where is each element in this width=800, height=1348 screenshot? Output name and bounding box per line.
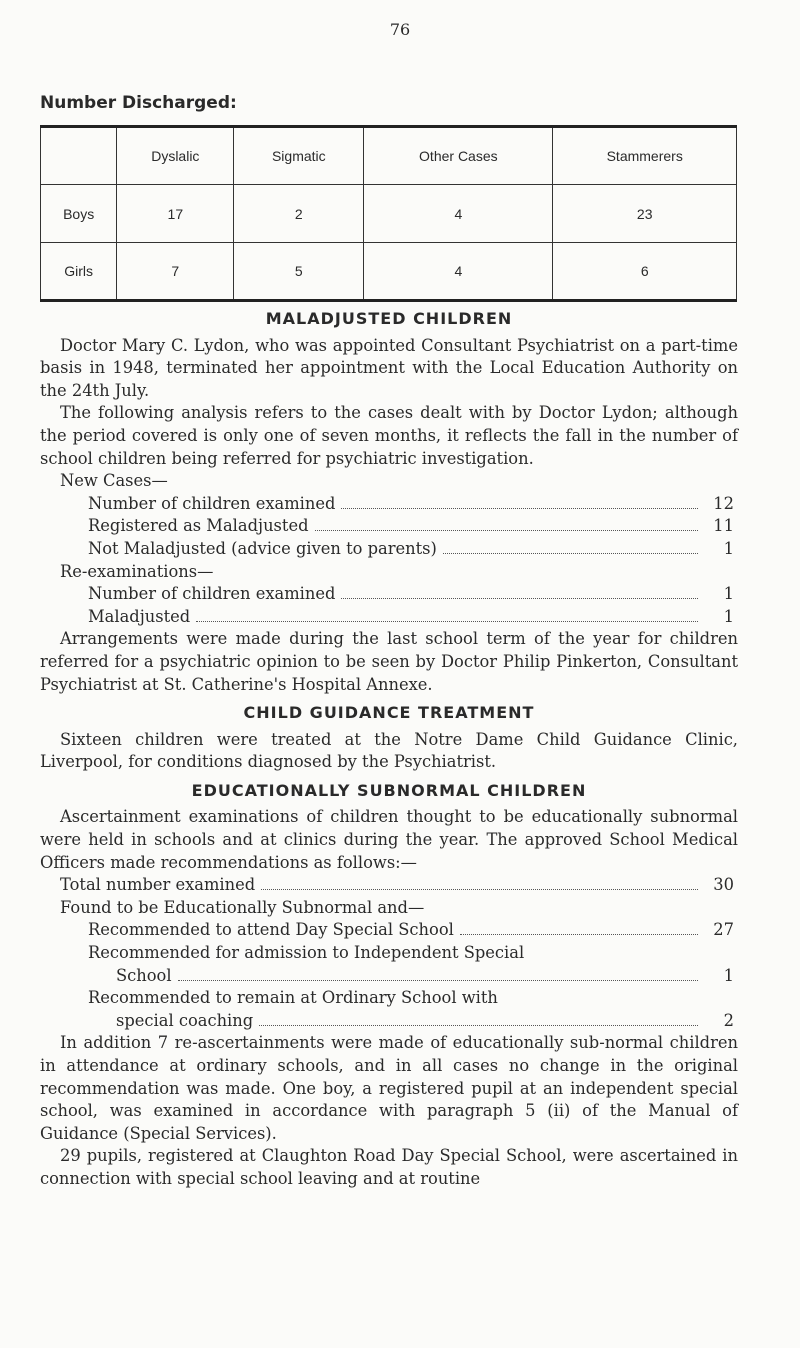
list-item: [40, 965, 738, 988]
leader-dots: [443, 553, 698, 554]
list-heading: Found to be Educationally Subnormal and—: [60, 897, 425, 917]
table-cell: 6: [553, 243, 737, 301]
item-label: Recommended for admission to Independent Special: [88, 943, 525, 963]
item-label: Total number examined: [60, 875, 256, 895]
table-row: [41, 185, 737, 243]
list-item: [40, 538, 738, 561]
item-label: Recommended to remain at Ordinary School with: [88, 988, 498, 1008]
item-label: Number of children examined: [88, 584, 336, 604]
item-value: 2: [723, 1010, 734, 1030]
table-header-row: [41, 127, 737, 185]
paragraph: In addition 7 re-ascertainments were made of educationally sub-normal children in attendance at ordinary schools, and in all cases no change in the original recommendation was made. One boy, a registered pupil at an independent special school, was examined in accordance with paragraph 5 (ii) of the Manual of Guidance (Special Services).: [40, 1033, 738, 1143]
leader-dots: [341, 598, 698, 599]
section-title-guidance: CHILD GUIDANCE TREATMENT: [243, 703, 535, 723]
paragraph: Arrangements were made during the last school term of the year for children referred for a psychiatric opinion to be seen by Doctor Philip Pinkerton, Consultant Psychiatrist at St. Catherine's Hospital Annexe.: [40, 629, 738, 694]
table-header-cell: Other Cases: [364, 127, 553, 185]
item-value: 1: [723, 606, 734, 626]
item-value: 11: [713, 516, 734, 536]
list-item: [40, 583, 738, 606]
table-header-cell: Sigmatic: [234, 127, 364, 185]
item-label: School: [116, 965, 172, 985]
item-value: 1: [723, 965, 734, 985]
item-label: Not Maladjusted (advice given to parents): [88, 538, 437, 558]
list-item: [40, 515, 738, 538]
section-title-subnormal: EDUCATIONALLY SUBNORMAL CHILDREN: [191, 780, 587, 800]
leader-dots: [341, 508, 698, 509]
leader-dots: [178, 980, 698, 981]
paragraph: The following analysis refers to the cases dealt with by Doctor Lydon; although the period covered is only one of seven months, it reflects the fall in the number of school children being referred for psychiatric investigation.: [40, 403, 738, 468]
table-cell: 4: [364, 243, 553, 301]
paragraph: Ascertainment examinations of children thought to be educationally subnormal were held in schools and at clinics during the year. The approved School Medical Officers made recommendations as follows:—: [40, 807, 738, 872]
list-item: [40, 493, 738, 516]
item-label: special coaching: [116, 1010, 254, 1030]
item-value: 30: [713, 875, 734, 895]
list-item: [40, 1010, 738, 1033]
row-label: Girls: [41, 243, 117, 301]
table-cell: 4: [364, 185, 553, 243]
leader-dots: [196, 621, 698, 622]
table-cell: 23: [553, 185, 737, 243]
list-heading: New Cases—: [60, 471, 168, 491]
leader-dots: [259, 1025, 698, 1026]
table-row: [41, 243, 737, 301]
table-header-cell: [41, 127, 117, 185]
discharged-table: [40, 125, 737, 302]
table-heading: Number Discharged:: [40, 93, 237, 113]
table-cell: 17: [117, 185, 234, 243]
list-item: [40, 919, 738, 942]
table-header-cell: Stammerers: [553, 127, 737, 185]
leader-dots: [315, 530, 698, 531]
item-label: Recommended to attend Day Special School: [88, 920, 454, 940]
item-label: Registered as Maladjusted: [88, 516, 309, 536]
item-label: Number of children examined: [88, 493, 336, 513]
section-title-maladjusted: MALADJUSTED CHILDREN: [265, 309, 513, 328]
table-cell: 7: [117, 243, 234, 301]
table-cell: 5: [234, 243, 364, 301]
item-label: Maladjusted: [88, 606, 191, 626]
table-header-cell: Dyslalic: [117, 127, 234, 185]
item-value: 12: [713, 493, 734, 513]
list-item: [40, 874, 738, 897]
item-value: 1: [723, 538, 734, 558]
list-item: [40, 606, 738, 629]
body-text: [40, 308, 738, 1191]
list-heading: Re-examinations—: [60, 561, 214, 581]
item-value: 1: [723, 584, 734, 604]
paragraph: 29 pupils, registered at Claughton Road Day Special School, were ascertained in connection with special school leaving and at routine: [40, 1146, 738, 1188]
leader-dots: [261, 889, 698, 890]
leader-dots: [460, 934, 698, 935]
paragraph: Sixteen children were treated at the Notre Dame Child Guidance Clinic, Liverpool, for conditions diagnosed by the Psychiatrist.: [40, 729, 738, 772]
page-number: 76: [389, 20, 411, 39]
item-value: 27: [713, 920, 734, 940]
row-label: Boys: [41, 185, 117, 243]
table-cell: 2: [234, 185, 364, 243]
paragraph: Doctor Mary C. Lydon, who was appointed Consultant Psychiatrist on a part-time basis in 1948, terminated her appointment with the Local Education Authority on the 24th July.: [40, 335, 738, 400]
